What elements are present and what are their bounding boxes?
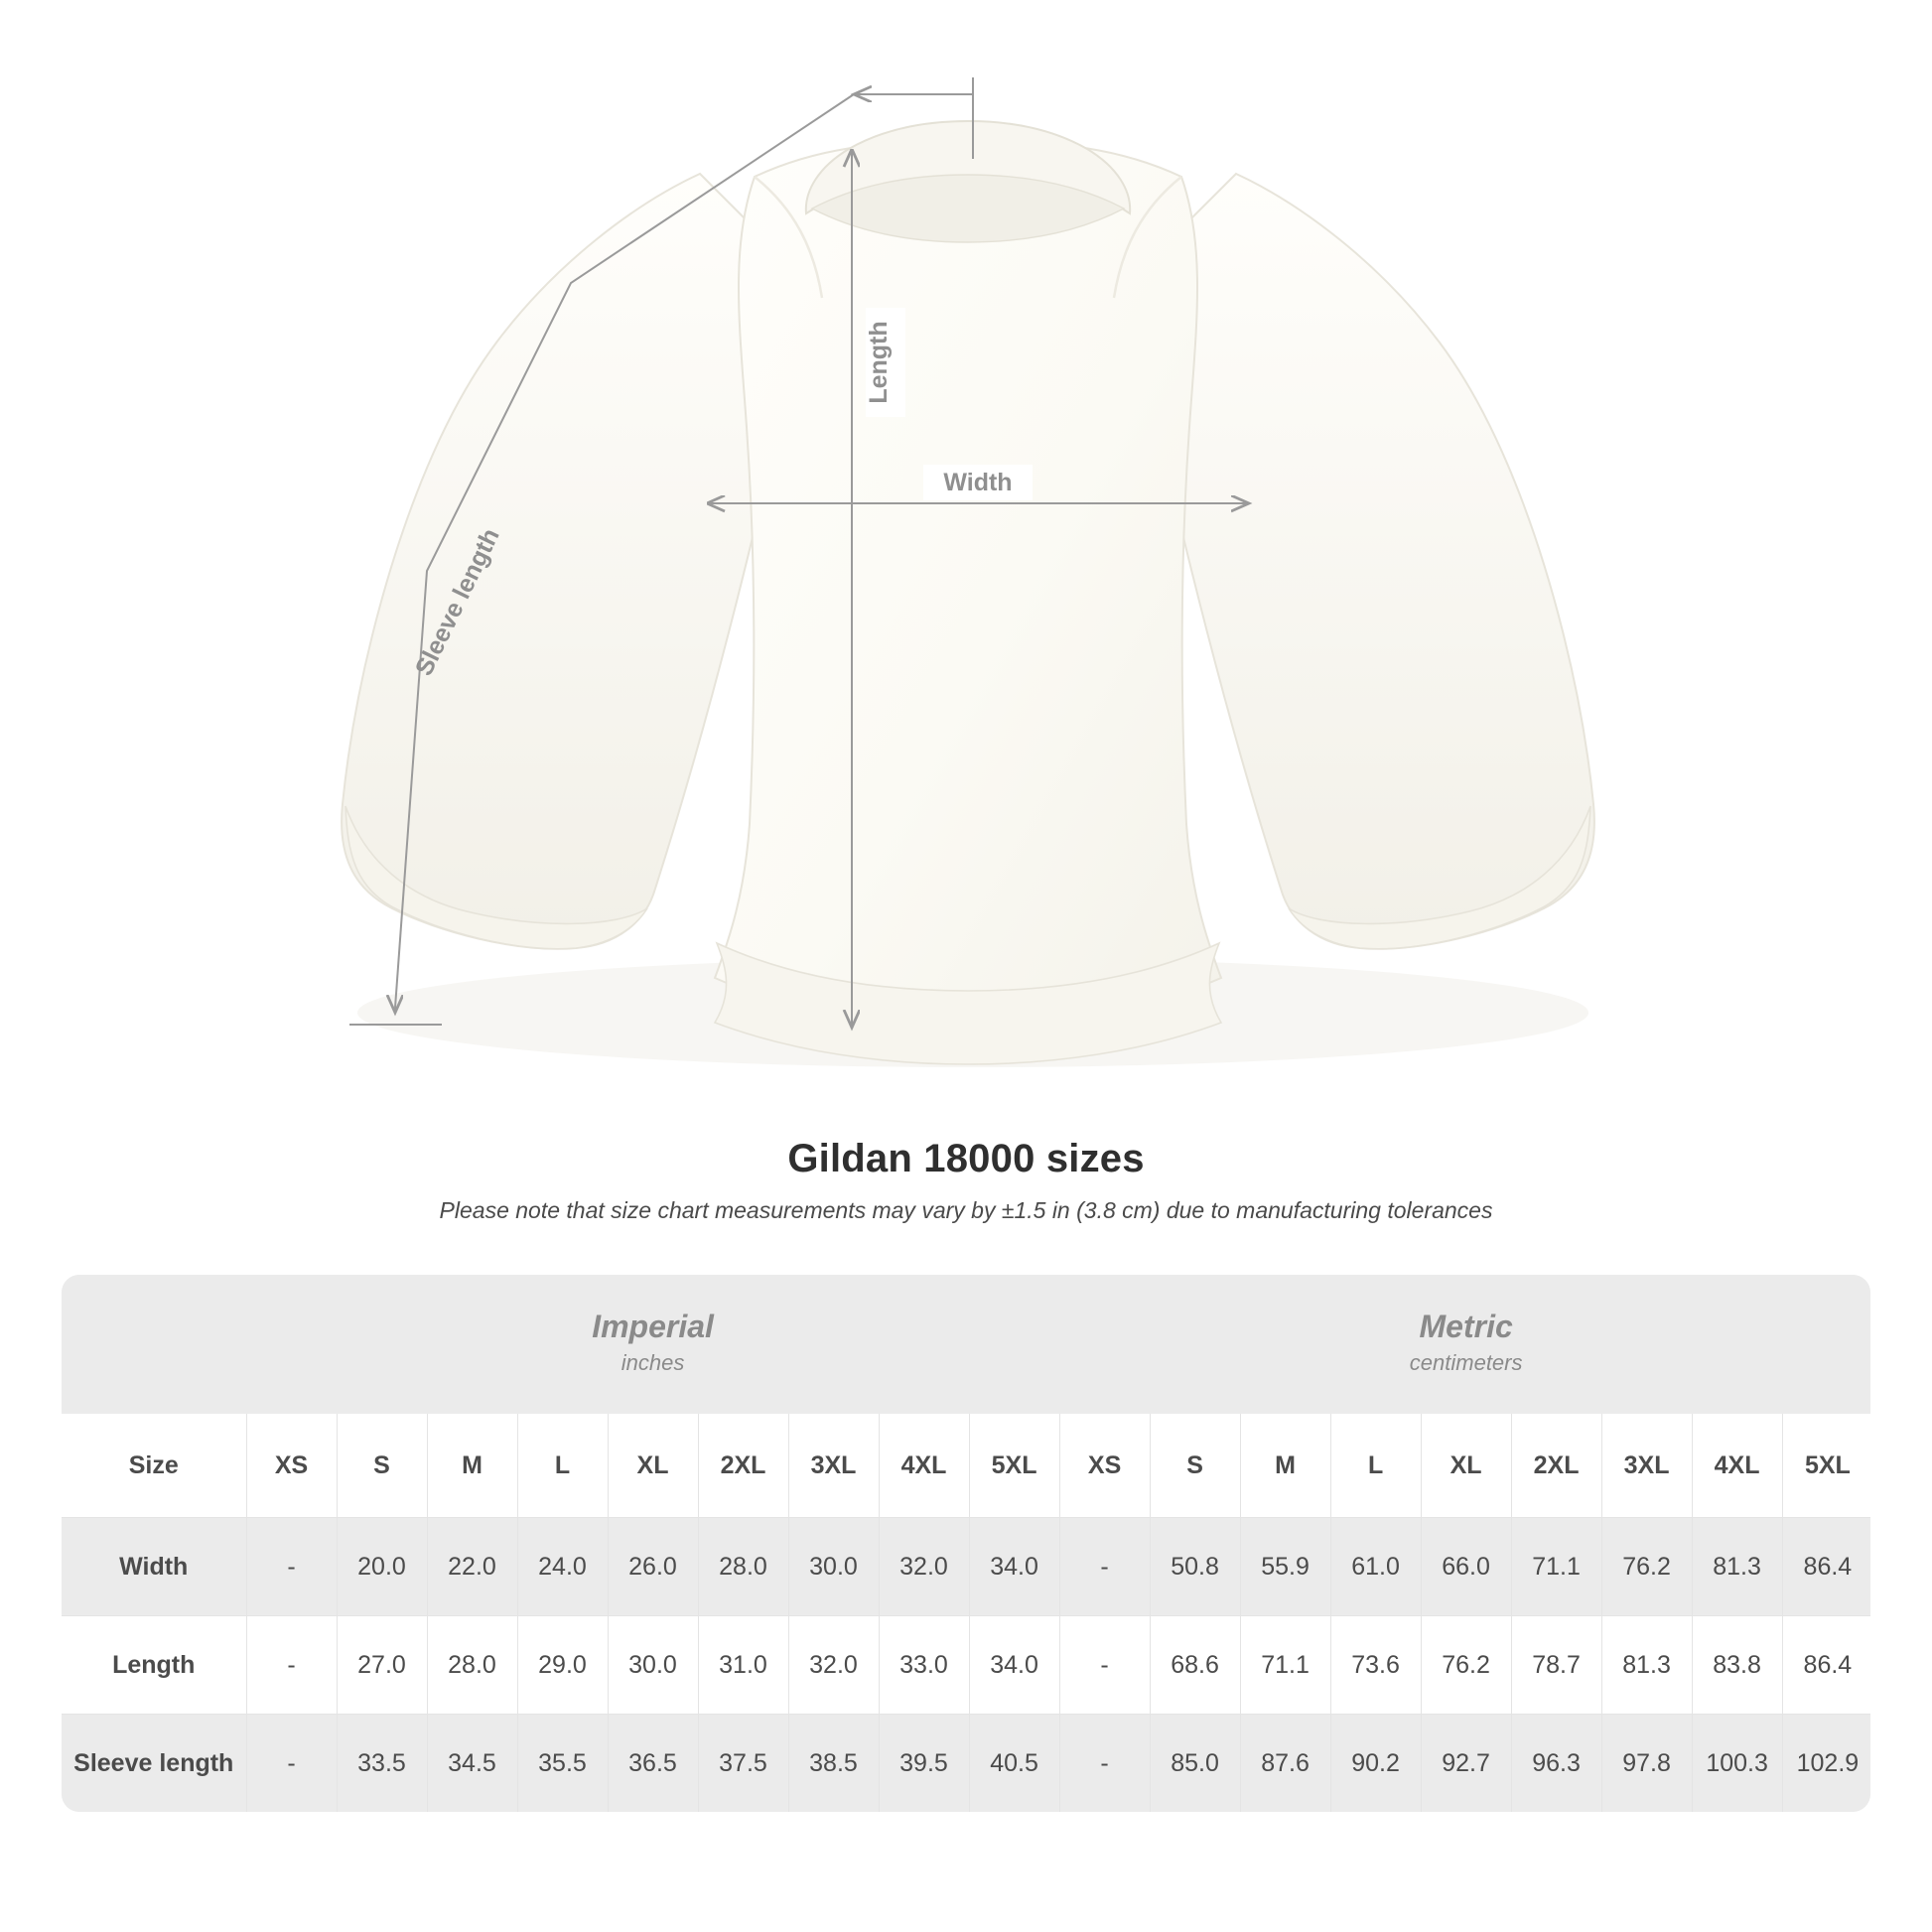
cell-sleeve-5: 37.5 (698, 1715, 788, 1813)
header-col-15: 3XL (1601, 1414, 1692, 1518)
cell-sleeve-6: 38.5 (788, 1715, 879, 1813)
cell-sleeve-11: 87.6 (1240, 1715, 1330, 1813)
cell-width-10: 50.8 (1150, 1518, 1240, 1616)
cell-length-14: 78.7 (1511, 1616, 1601, 1715)
cell-sleeve-9: - (1059, 1715, 1150, 1813)
cell-width-0: - (246, 1518, 337, 1616)
cell-sleeve-2: 34.5 (427, 1715, 517, 1813)
cell-width-11: 55.9 (1240, 1518, 1330, 1616)
cell-length-4: 30.0 (608, 1616, 698, 1715)
page-subtitle: Please note that size chart measurements may vary by ±1.5 in (3.8 cm) due to manufacturing tolerances (439, 1197, 1493, 1223)
cell-length-13: 76.2 (1421, 1616, 1511, 1715)
cell-length-6: 32.0 (788, 1616, 879, 1715)
cell-sleeve-7: 39.5 (879, 1715, 969, 1813)
cell-width-15: 76.2 (1601, 1518, 1692, 1616)
cell-width-14: 71.1 (1511, 1518, 1601, 1616)
cell-sleeve-0: - (246, 1715, 337, 1813)
header-col-10: S (1150, 1414, 1240, 1518)
size-table-container (62, 1275, 1870, 1812)
header-col-7: 4XL (879, 1414, 969, 1518)
table-header-row (62, 1414, 1870, 1518)
cell-width-7: 32.0 (879, 1518, 969, 1616)
cell-width-2: 22.0 (427, 1518, 517, 1616)
cell-length-17: 86.4 (1782, 1616, 1870, 1715)
table-row (62, 1616, 1870, 1715)
cell-length-11: 71.1 (1240, 1616, 1330, 1715)
cell-sleeve-15: 97.8 (1601, 1715, 1692, 1813)
header-col-2: M (427, 1414, 517, 1518)
header-col-8: 5XL (969, 1414, 1059, 1518)
cell-length-2: 28.0 (427, 1616, 517, 1715)
header-col-5: 2XL (698, 1414, 788, 1518)
header-col-14: 2XL (1511, 1414, 1601, 1518)
cell-width-1: 20.0 (337, 1518, 427, 1616)
cell-width-5: 28.0 (698, 1518, 788, 1616)
header-col-1: S (337, 1414, 427, 1518)
cell-width-6: 30.0 (788, 1518, 879, 1616)
header-col-13: XL (1421, 1414, 1511, 1518)
cell-width-3: 24.0 (517, 1518, 608, 1616)
cell-sleeve-13: 92.7 (1421, 1715, 1511, 1813)
body (715, 141, 1221, 1025)
header-size-label: Size (62, 1414, 246, 1518)
row-label-length: Length (62, 1616, 246, 1715)
page-title: Gildan 18000 sizes (787, 1137, 1145, 1180)
unit-group-metric-sub: centimeters (1409, 1349, 1523, 1375)
cell-sleeve-1: 33.5 (337, 1715, 427, 1813)
width-label (923, 465, 1033, 500)
cell-width-8: 34.0 (969, 1518, 1059, 1616)
cell-width-12: 61.0 (1330, 1518, 1421, 1616)
header-col-6: 3XL (788, 1414, 879, 1518)
cell-length-9: - (1059, 1616, 1150, 1715)
cell-length-15: 81.3 (1601, 1616, 1692, 1715)
unit-spacer (62, 1275, 246, 1414)
svg-text:Width: Width (943, 469, 1013, 496)
cell-sleeve-8: 40.5 (969, 1715, 1059, 1813)
cell-length-10: 68.6 (1150, 1616, 1240, 1715)
cell-width-9: - (1059, 1518, 1150, 1616)
cell-sleeve-4: 36.5 (608, 1715, 698, 1813)
cell-sleeve-3: 35.5 (517, 1715, 608, 1813)
header-col-17: 5XL (1782, 1414, 1870, 1518)
cell-length-12: 73.6 (1330, 1616, 1421, 1715)
cell-length-7: 33.0 (879, 1616, 969, 1715)
cell-sleeve-14: 96.3 (1511, 1715, 1601, 1813)
cell-width-17: 86.4 (1782, 1518, 1870, 1616)
table-row (62, 1715, 1870, 1813)
table-row (62, 1518, 1870, 1616)
header-col-11: M (1240, 1414, 1330, 1518)
row-label-sleeve-length: Sleeve length (62, 1715, 246, 1813)
length-label (865, 308, 905, 417)
header-col-4: XL (608, 1414, 698, 1518)
size-table (62, 1275, 1870, 1812)
svg-text:Length: Length (865, 321, 893, 404)
cell-length-8: 34.0 (969, 1616, 1059, 1715)
cell-length-1: 27.0 (337, 1616, 427, 1715)
unit-group-row (62, 1275, 1870, 1414)
cell-sleeve-16: 100.3 (1692, 1715, 1782, 1813)
cell-width-13: 66.0 (1421, 1518, 1511, 1616)
cell-sleeve-17: 102.9 (1782, 1715, 1870, 1813)
row-label-width: Width (62, 1518, 246, 1616)
header-col-9: XS (1059, 1414, 1150, 1518)
right-sleeve (1155, 174, 1594, 949)
header-col-0: XS (246, 1414, 337, 1518)
cell-length-16: 83.8 (1692, 1616, 1782, 1715)
cell-length-5: 31.0 (698, 1616, 788, 1715)
unit-group-imperial (246, 1275, 1059, 1414)
unit-group-imperial-sub: inches (621, 1349, 685, 1375)
cell-sleeve-10: 85.0 (1150, 1715, 1240, 1813)
unit-group-imperial-name: Imperial (592, 1309, 714, 1344)
unit-group-metric-name: Metric (1419, 1309, 1513, 1344)
cell-width-4: 26.0 (608, 1518, 698, 1616)
header-col-12: L (1330, 1414, 1421, 1518)
cell-length-0: - (246, 1616, 337, 1715)
cell-sleeve-12: 90.2 (1330, 1715, 1421, 1813)
header-col-16: 4XL (1692, 1414, 1782, 1518)
cell-length-3: 29.0 (517, 1616, 608, 1715)
cell-width-16: 81.3 (1692, 1518, 1782, 1616)
heading-block (0, 1137, 1932, 1224)
header-col-3: L (517, 1414, 608, 1518)
svg-text:Sleeve length: Sleeve length (409, 523, 505, 681)
unit-group-metric (1059, 1275, 1870, 1414)
